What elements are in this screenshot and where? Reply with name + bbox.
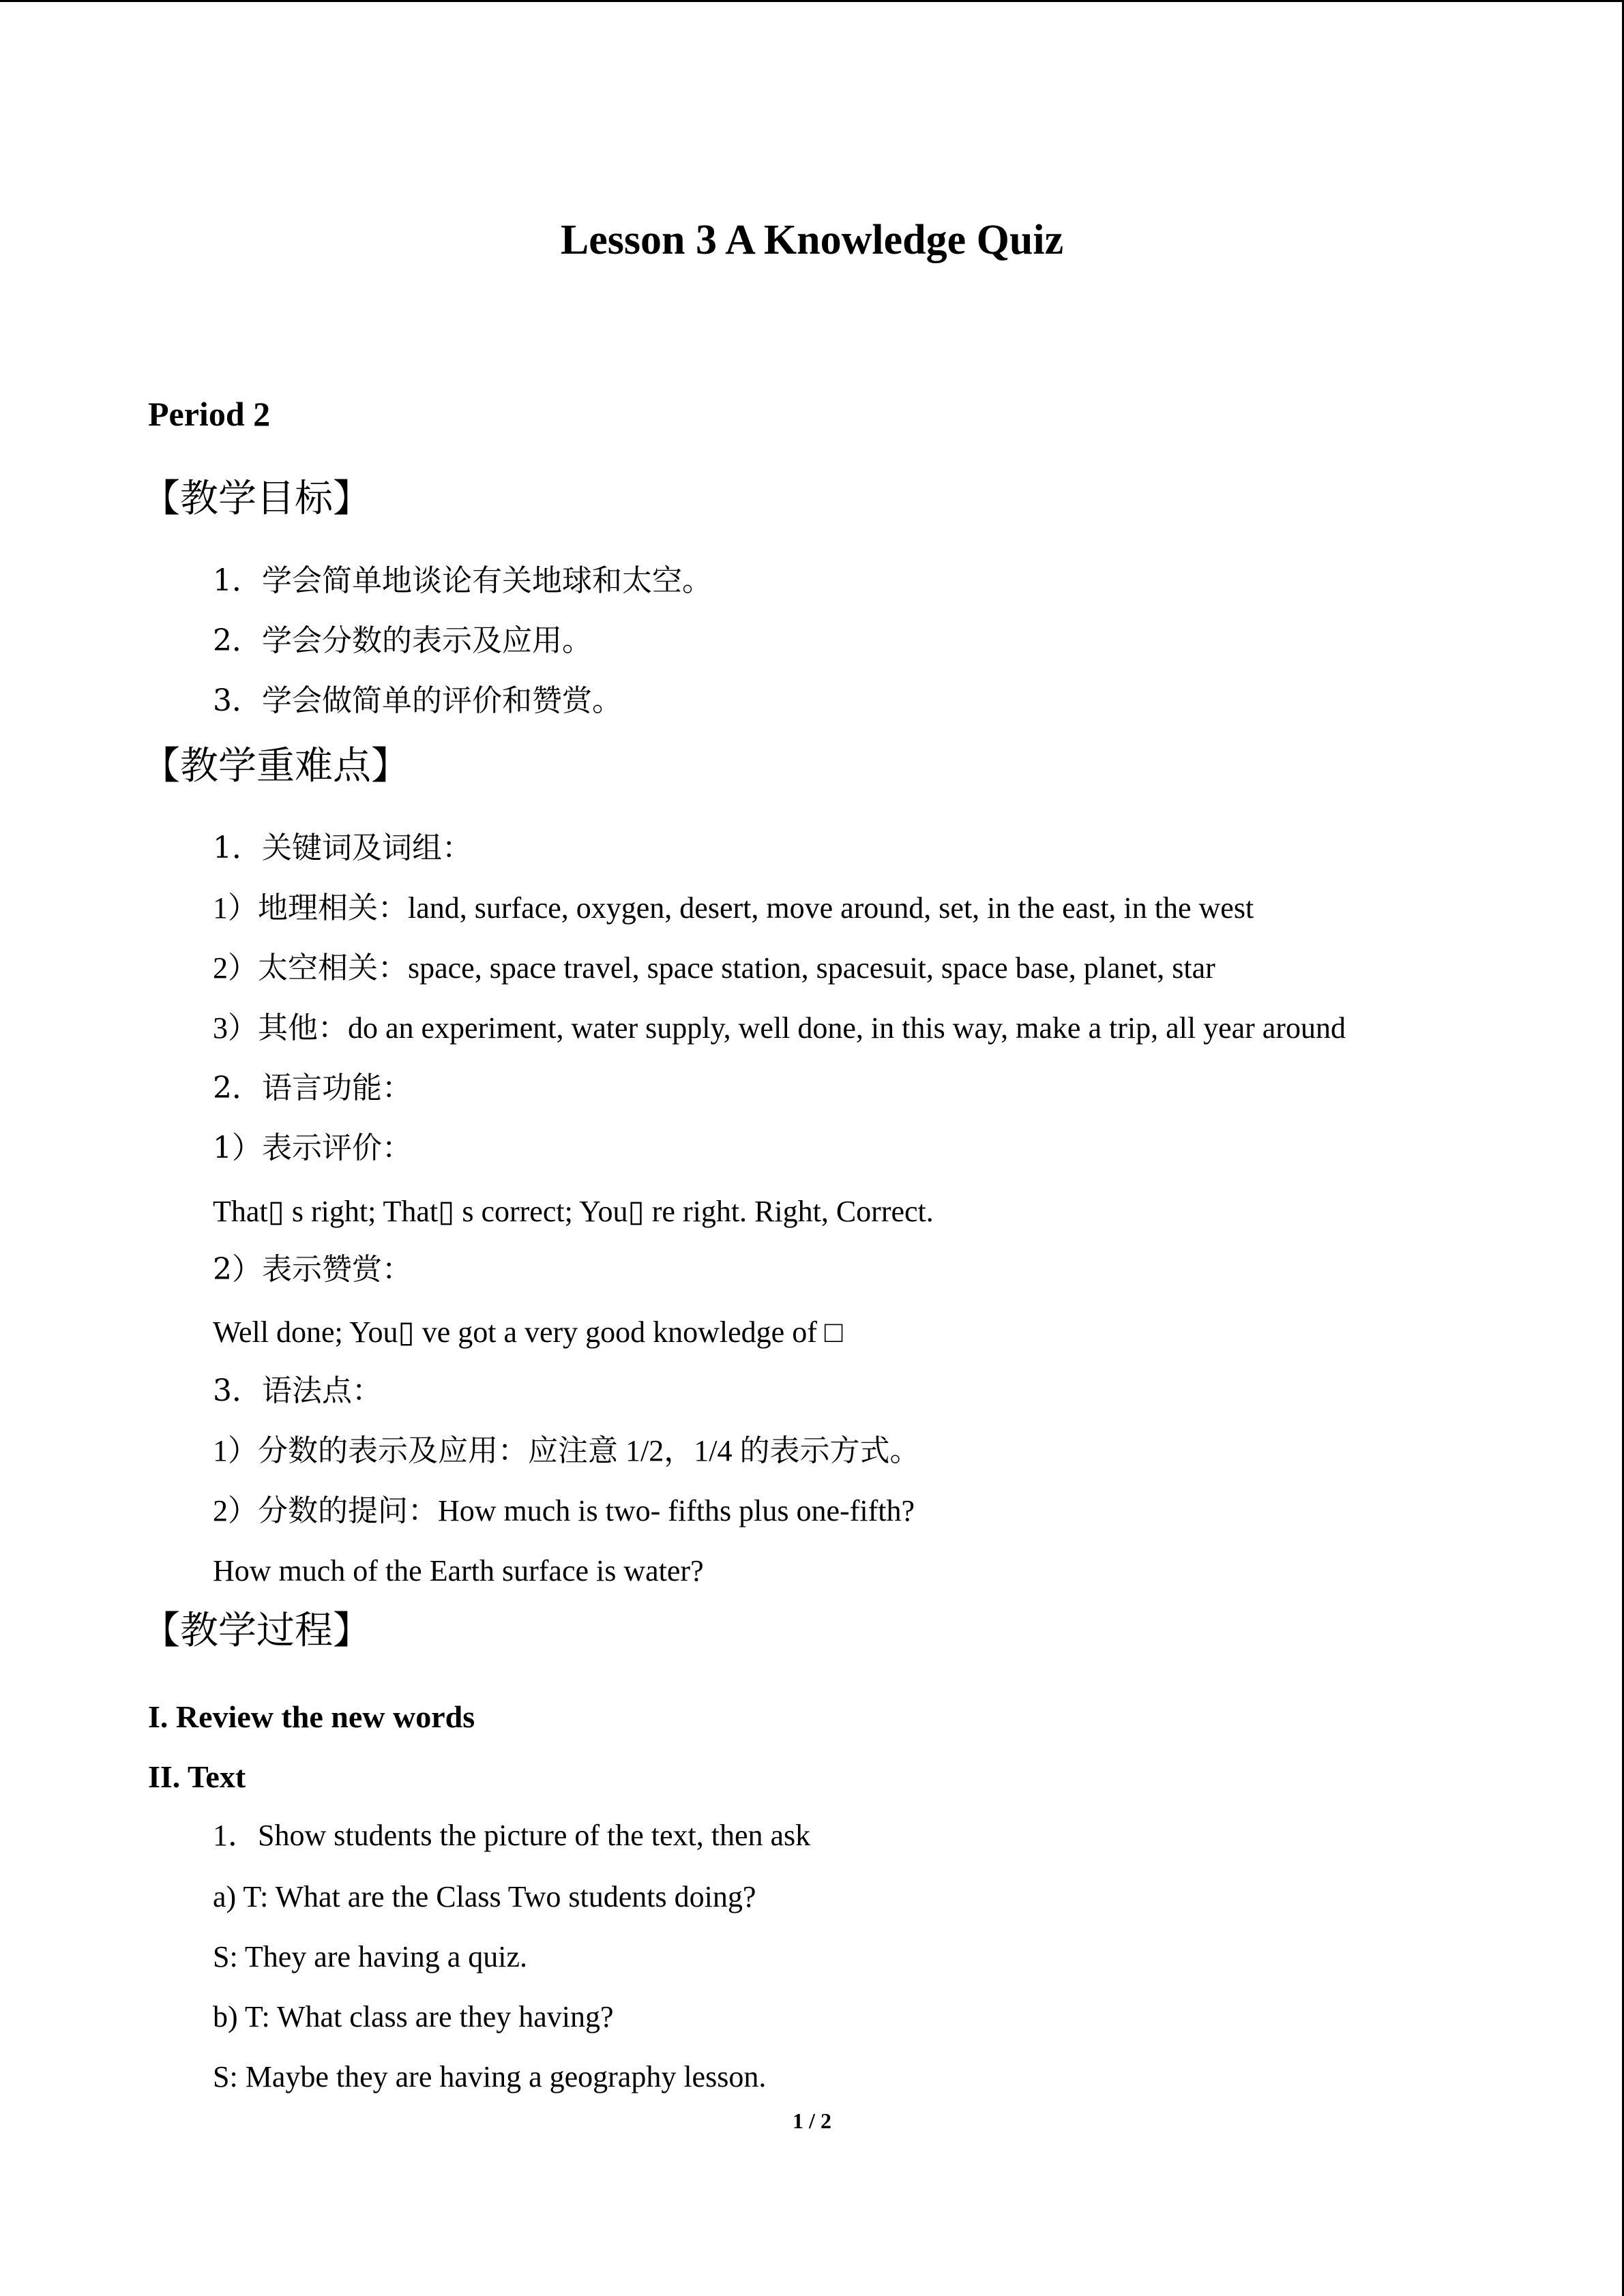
objective-item: 2．学会分数的表示及应用。 <box>213 623 592 658</box>
key-point-line: 3）其他：do an experiment, water supply, well done, in this way, make a trip, all year around <box>213 1011 1346 1045</box>
page-border-top <box>0 0 1624 2</box>
key-point-line: 2．语言功能： <box>213 1071 412 1105</box>
process-line: S: Maybe they are having a geography lesson. <box>213 2060 767 2093</box>
key-point-line: How much of the Earth surface is water? <box>213 1554 704 1587</box>
page-number: 1 / 2 <box>793 2108 831 2133</box>
review-heading: I. Review the new words <box>148 1699 475 1734</box>
section-heading-process: 【教学过程】 <box>142 1609 371 1653</box>
process-line: a) T: What are the Class Two students doing? <box>213 1880 756 1913</box>
process-line: S: They are having a quiz. <box>213 1940 528 1973</box>
text-heading: II. Text <box>148 1759 246 1794</box>
process-line: 1．Show students the picture of the text, then ask <box>213 1819 811 1852</box>
key-point-line: 2）表示赞赏： <box>213 1252 412 1287</box>
objective-item: 3．学会做简单的评价和赞赏。 <box>213 683 622 718</box>
key-point-line: 1）地理相关：land, surface, oxygen, desert, move around, set, in the east, in the west <box>213 891 1254 925</box>
objective-item: 1．学会简单地谈论有关地球和太空。 <box>213 563 712 598</box>
key-point-line: 1）表示评价： <box>213 1131 412 1165</box>
period-heading: Period 2 <box>148 395 271 433</box>
key-point-line: That▯ s right; That▯ s correct; You▯ re right. Right, Correct. <box>213 1195 934 1228</box>
section-heading-objectives: 【教学目标】 <box>142 477 371 521</box>
key-point-line: 2）太空相关：space, space travel, space station, spacesuit, space base, planet, star <box>213 951 1215 985</box>
key-point-line: 1）分数的表示及应用：应注意 1/2，1/4 的表示方式。 <box>213 1434 920 1467</box>
process-line: b) T: What class are they having? <box>213 2000 614 2033</box>
document-title: Lesson 3 A Knowledge Quiz <box>560 217 1064 263</box>
section-heading-key-points: 【教学重难点】 <box>142 744 409 788</box>
key-point-line: Well done; You▯ ve got a very good knowledge of □ <box>213 1315 843 1349</box>
key-point-line: 3．语法点： <box>213 1373 382 1408</box>
key-point-line: 2）分数的提问：How much is two- fifths plus one-fifth? <box>213 1494 915 1527</box>
key-point-line: 1．关键词及词组： <box>213 831 472 865</box>
